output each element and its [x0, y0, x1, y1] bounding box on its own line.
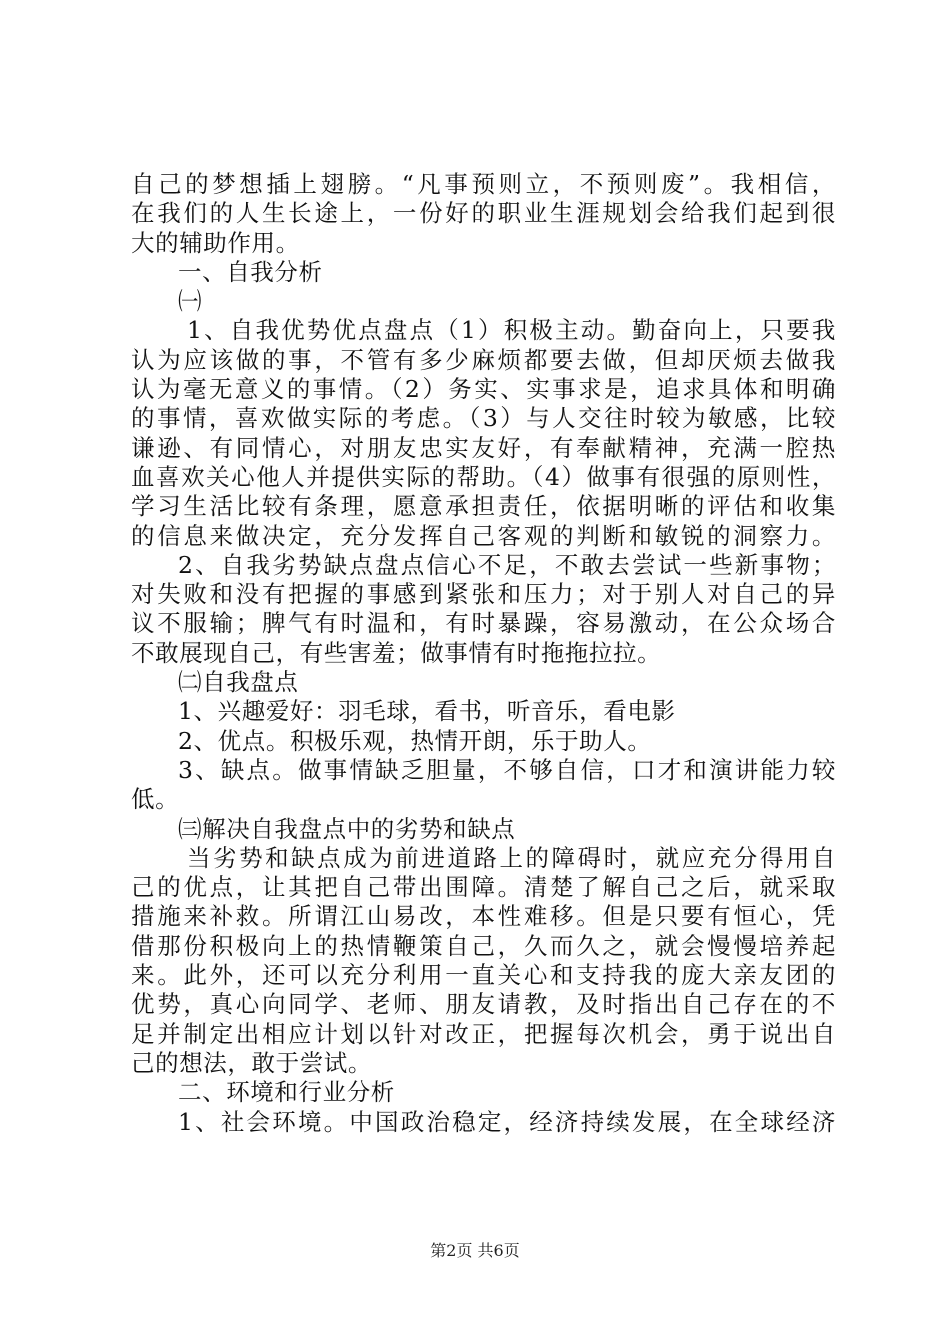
paragraph-line: 的信息来做决定，充分发挥自己客观的判断和敏锐的洞察力。	[131, 521, 836, 550]
paragraph-line: 血喜欢关心他人并提供实际的帮助。（4）做事有很强的原则性，	[131, 462, 836, 491]
paragraph-line: 措施来补救。所谓江山易改，本性难移。但是只要有恒心，凭	[131, 902, 836, 931]
subsection-heading-self-inventory: ㈡自我盘点	[178, 668, 299, 697]
paragraph-line: 借那份积极向上的热情鞭策自己，久而久之，就会慢慢培养起	[131, 931, 836, 960]
paragraph-line: 低。	[131, 785, 180, 814]
paragraph-line: 己的优点，让其把自己带出围障。清楚了解自己之后，就采取	[131, 873, 836, 902]
subsection-heading-solutions: ㈢解决自我盘点中的劣势和缺点	[178, 814, 516, 843]
paragraph-line: 不敢展现自己，有些害羞；做事情有时拖拖拉拉。	[131, 638, 662, 667]
paragraph-line: 在我们的人生长途上，一份好的职业生涯规划会给我们起到很	[131, 199, 836, 228]
paragraph-line: 足并制定出相应计划以针对改正，把握每次机会，勇于说出自	[131, 1019, 836, 1048]
paragraph-line: 1、社会环境。中国政治稳定，经济持续发展，在全球经济	[178, 1107, 836, 1136]
paragraph-line: 对失败和没有把握的事感到紧张和压力；对于别人对自己的异	[131, 580, 836, 609]
page-footer: 第2页 共6页	[430, 1241, 520, 1260]
paragraph-line: 2、自我劣势缺点盘点信心不足，不敢去尝试一些新事物；	[178, 550, 836, 579]
section-heading-environment: 二、环境和行业分析	[178, 1078, 395, 1107]
paragraph-line: 学习生活比较有条理，愿意承担责任，依据明晰的评估和收集	[131, 492, 836, 521]
paragraph-line: 谦逊、有同情心，对朋友忠实友好，有奉献精神，充满一腔热	[131, 433, 836, 462]
paragraph-line: 认为应该做的事，不管有多少麻烦都要去做，但却厌烦去做我	[131, 345, 836, 374]
paragraph-line: 己的想法，敢于尝试。	[131, 1048, 372, 1077]
list-item: 3、缺点。做事情缺乏胆量，不够自信，口才和演讲能力较	[178, 755, 836, 784]
paragraph-line: 优势，真心向同学、老师、朋友请教，及时指出自己存在的不	[131, 990, 836, 1019]
paragraph-line: 当劣势和缺点成为前进道路上的障碍时，就应充分得用自	[187, 843, 836, 872]
paragraph-line: 议不服输；脾气有时温和，有时暴躁，容易激动，在公众场合	[131, 609, 836, 638]
paragraph-line: 来。此外，还可以充分利用一直关心和支持我的庞大亲友团的	[131, 961, 836, 990]
paragraph-line: 认为毫无意义的事情。（2）务实、实事求是，追求具体和明确	[131, 375, 836, 404]
paragraph-line: 自己的梦想插上翅膀。“凡事预则立，不预则废”。我相信，	[131, 170, 836, 198]
paragraph-line: 大的辅助作用。	[131, 228, 300, 257]
list-item: 1、兴趣爱好：羽毛球，看书，听音乐，看电影	[178, 697, 676, 726]
body-text	[131, 170, 836, 1137]
paragraph-line: 的事情，喜欢做实际的考虑。（3）与人交往时较为敏感，比较	[131, 404, 836, 433]
section-heading-self-analysis: 一、自我分析	[178, 257, 323, 286]
subsection-marker-1: ㈠	[178, 287, 203, 316]
paragraph-line: 1、自我优势优点盘点（1）积极主动。勤奋向上，只要我	[187, 316, 836, 345]
list-item: 2、优点。积极乐观，热情开朗，乐于助人。	[178, 726, 652, 755]
